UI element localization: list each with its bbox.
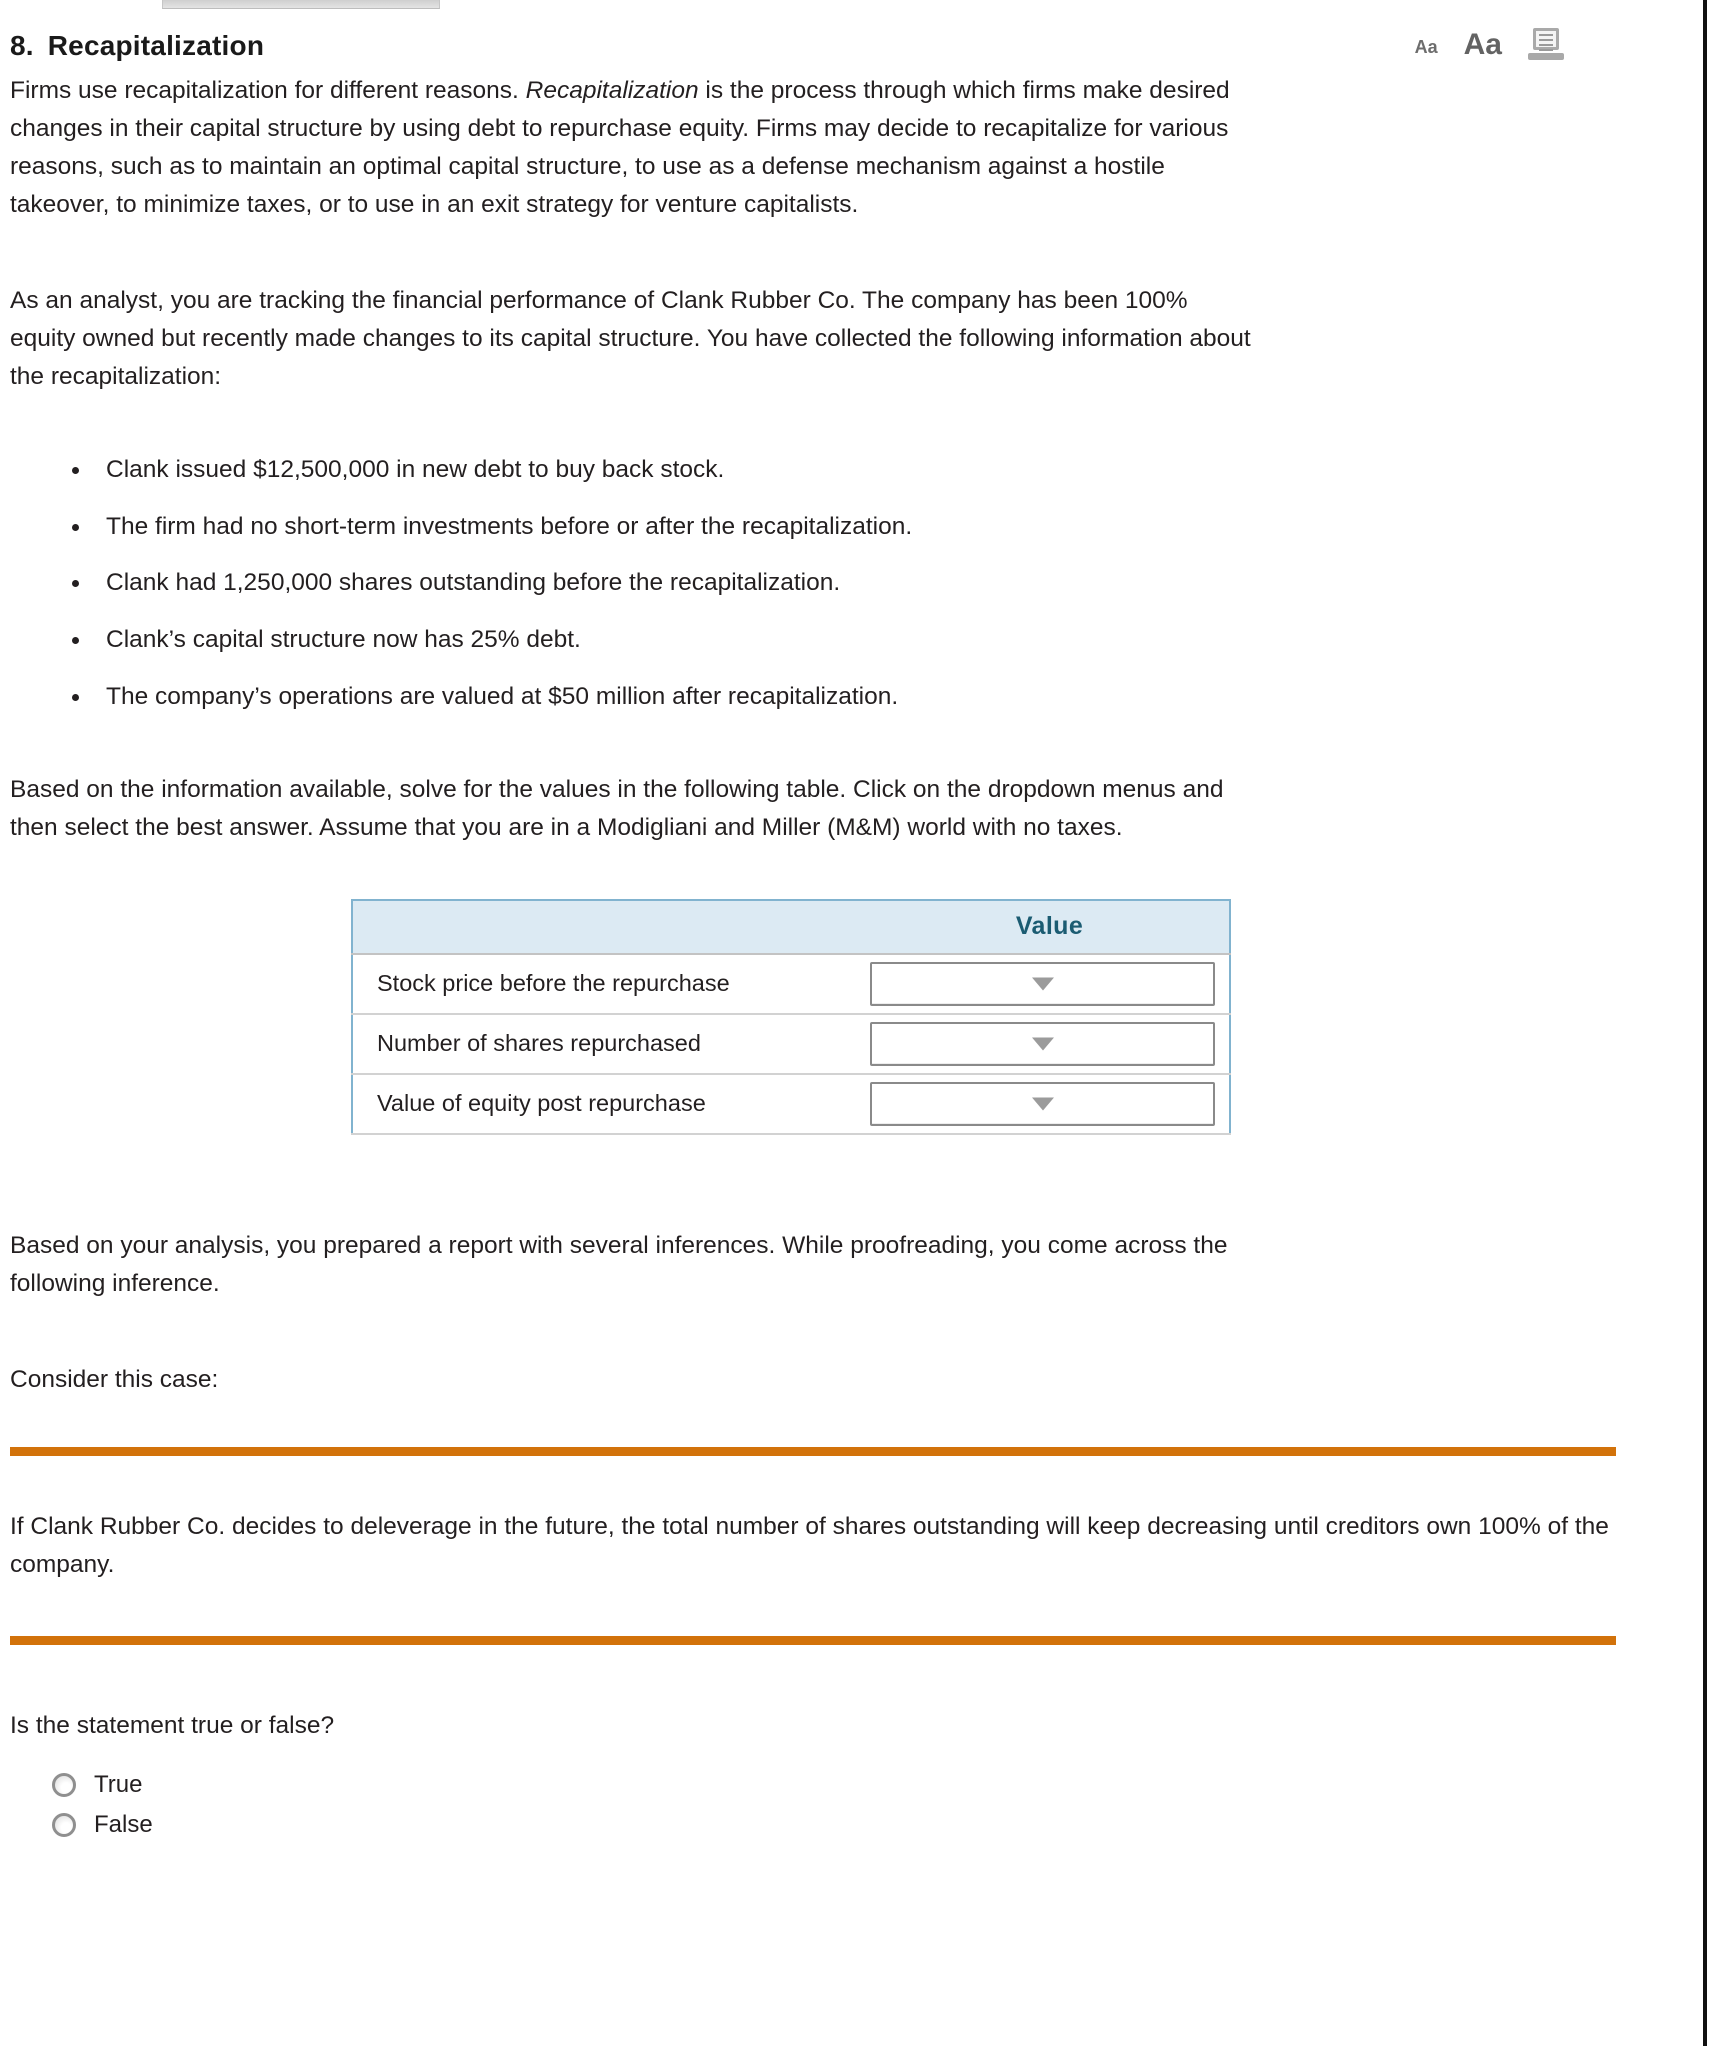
inference-statement: If Clank Rubber Co. decides to deleverage in the future, the total number of shares outstanding will keep decreasing until creditors own 100% of the company. bbox=[10, 1512, 1609, 1578]
value-table bbox=[351, 899, 1231, 1135]
row-label-stock-price: Stock price before the repurchase bbox=[352, 954, 870, 1014]
intro-p1-part2: is the process through which firms make desired changes in their capital structure by using debt to repurchase equity. Firms may decide to recapitalize for various reasons, such as to maintain an optimal capital structure, to use as a defense mechanism against a hostile takeover, to minimize taxes, or to use in an exit strategy for venture capitalists. bbox=[10, 77, 1230, 218]
recapitalization-term: Recapitalization bbox=[525, 77, 699, 104]
radio-option-true[interactable] bbox=[52, 1771, 1624, 1799]
table-header-row bbox=[352, 900, 1230, 954]
list-item: Clank had 1,250,000 shares outstanding before the recapitalization. bbox=[72, 567, 1310, 599]
radio-option-false[interactable] bbox=[52, 1811, 1624, 1839]
intro-paragraph-2: As an analyst, you are tracking the financial performance of Clank Rubber Co. The company has been 100% equity owned but recently made changes to its capital structure. You have collected the following information about the recapitalization: bbox=[10, 286, 1251, 390]
true-false-prompt: Is the statement true or false? bbox=[10, 1711, 335, 1739]
analysis-paragraph: Based on your analysis, you prepared a report with several inferences. While proofreading, you come across the following inference. bbox=[10, 1231, 1228, 1297]
toolbar bbox=[1415, 28, 1564, 60]
chevron-down-icon bbox=[1032, 977, 1054, 990]
divider-bottom bbox=[10, 1636, 1616, 1645]
intro-paragraph-1 bbox=[10, 72, 1255, 224]
chevron-down-icon bbox=[1032, 1097, 1054, 1110]
row-label-shares-repurchased: Number of shares repurchased bbox=[352, 1014, 870, 1074]
table-row bbox=[352, 1074, 1230, 1134]
window-right-border bbox=[1703, 0, 1707, 2046]
question-title: Recapitalization bbox=[47, 30, 265, 61]
instructions-paragraph: Based on the information available, solve for the values in the following table. Click on the dropdown menus and then select the best answer. Assume that you are in a Modigliani and Miller (M&M) world with no taxes. bbox=[10, 776, 1224, 841]
row-label-equity-post-repurchase: Value of equity post repurchase bbox=[352, 1074, 870, 1134]
table-row bbox=[352, 954, 1230, 1014]
increase-font-size-icon[interactable]: Aa bbox=[1463, 28, 1502, 61]
radio-label-true: True bbox=[94, 1770, 143, 1798]
row-control-equity-post-repurchase bbox=[870, 1074, 1230, 1134]
consider-this-case-label: Consider this case: bbox=[10, 1365, 219, 1393]
list-item: The firm had no short-term investments before or after the recapitalization. bbox=[72, 511, 1310, 543]
list-item: Clank’s capital structure now has 25% debt. bbox=[72, 624, 1310, 656]
row-control-shares-repurchased bbox=[870, 1014, 1230, 1074]
dropdown-stock-price-before-repurchase[interactable] bbox=[870, 962, 1215, 1006]
chevron-down-icon bbox=[1032, 1037, 1054, 1050]
dropdown-value-of-equity-post-repurchase[interactable] bbox=[870, 1082, 1215, 1126]
list-item: Clank issued $12,500,000 in new debt to buy back stock. bbox=[72, 454, 1310, 486]
intro-p1-part1: Firms use recapitalization for different reasons. bbox=[10, 77, 526, 104]
print-icon[interactable] bbox=[1528, 28, 1564, 60]
dropdown-number-of-shares-repurchased[interactable] bbox=[870, 1022, 1215, 1066]
radio-icon[interactable] bbox=[52, 1813, 76, 1837]
divider-top bbox=[10, 1447, 1616, 1456]
list-item: The company’s operations are valued at $50 million after recapitalization. bbox=[72, 681, 1310, 713]
facts-list bbox=[10, 454, 1310, 713]
decrease-font-size-icon[interactable]: Aa bbox=[1414, 37, 1438, 57]
true-false-radio-group bbox=[10, 1771, 1624, 1839]
value-table-wrapper bbox=[10, 899, 1624, 1135]
radio-label-false: False bbox=[94, 1810, 153, 1838]
table-header-value: Value bbox=[870, 900, 1230, 954]
row-control-stock-price bbox=[870, 954, 1230, 1014]
question-number: 8. bbox=[10, 30, 34, 61]
table-row bbox=[352, 1014, 1230, 1074]
radio-icon[interactable] bbox=[52, 1773, 76, 1797]
table-header-blank bbox=[352, 900, 870, 954]
page-header bbox=[10, 0, 1624, 72]
page-title bbox=[10, 30, 1624, 62]
